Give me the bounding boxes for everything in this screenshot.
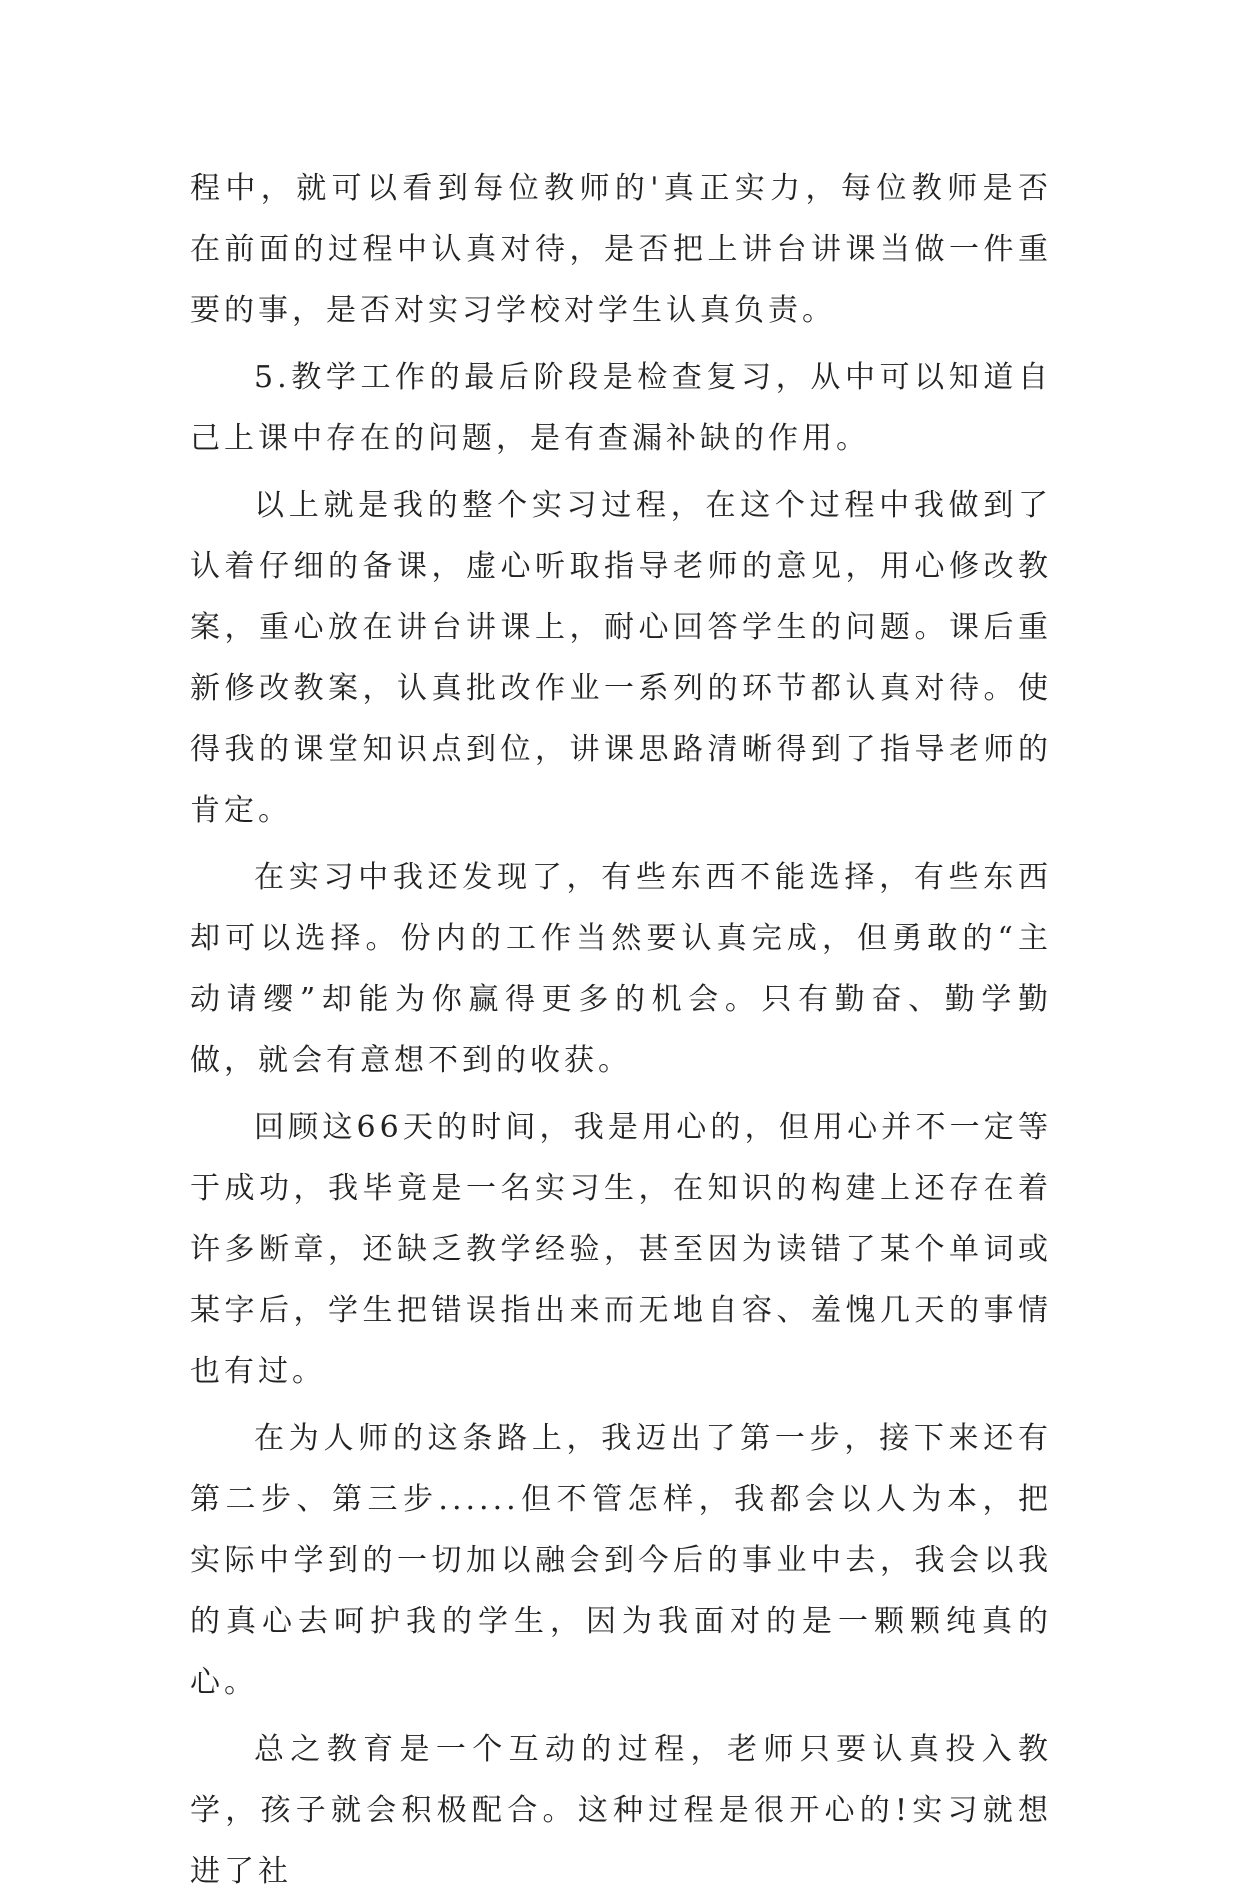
paragraph-conclusion: 总之教育是一个互动的过程，老师只要认真投入教学，孩子就会积极配合。这种过程是很开心的!实习就想进了社 [190, 1732, 1052, 1889]
paragraph-choices: 在实习中我还发现了，有些东西不能选择，有些东西却可以选择。份内的工作当然要认真完成，但勇敢的“主动请缨”却能为你赢得更多的机会。只有勤奋、勤学勤做，就会有意想不到的收获。 [190, 860, 1052, 1078]
paragraph-review-stage: 5.教学工作的最后阶段是检查复习，从中可以知道自己上课中存在的问题，是有查漏补缺的作用。 [190, 360, 1052, 456]
paragraph-continuation: 程中，就可以看到每位教师的'真正实力，每位教师是否在前面的过程中认真对待，是否把上讲台讲课当做一件重要的事，是否对实习学校对学生认真负责。 [190, 171, 1052, 328]
document-body [190, 158, 1052, 1902]
paragraph-reflection: 回顾这66天的时间，我是用心的，但用心并不一定等于成功，我毕竟是一名实习生，在知识的构建上还存在着许多断章，还缺乏教学经验，甚至因为读错了某个单词或某字后，学生把错误指出来而无地自容、羞愧几天的事情也有过。 [190, 1110, 1052, 1389]
paragraph-teacher-path: 在为人师的这条路上，我迈出了第一步，接下来还有第二步、第三步......但不管怎样，我都会以人为本，把实际中学到的一切加以融会到今后的事业中去，我会以我的真心去呵护我的学生，因为我面对的是一颗颗纯真的心。 [190, 1421, 1052, 1700]
paragraph-internship-process: 以上就是我的整个实习过程，在这个过程中我做到了认着仔细的备课，虚心听取指导老师的意见，用心修改教案，重心放在讲台讲课上，耐心回答学生的问题。课后重新修改教案，认真批改作业一系列的环节都认真对待。使得我的课堂知识点到位，讲课思路清晰得到了指导老师的肯定。 [190, 488, 1052, 828]
